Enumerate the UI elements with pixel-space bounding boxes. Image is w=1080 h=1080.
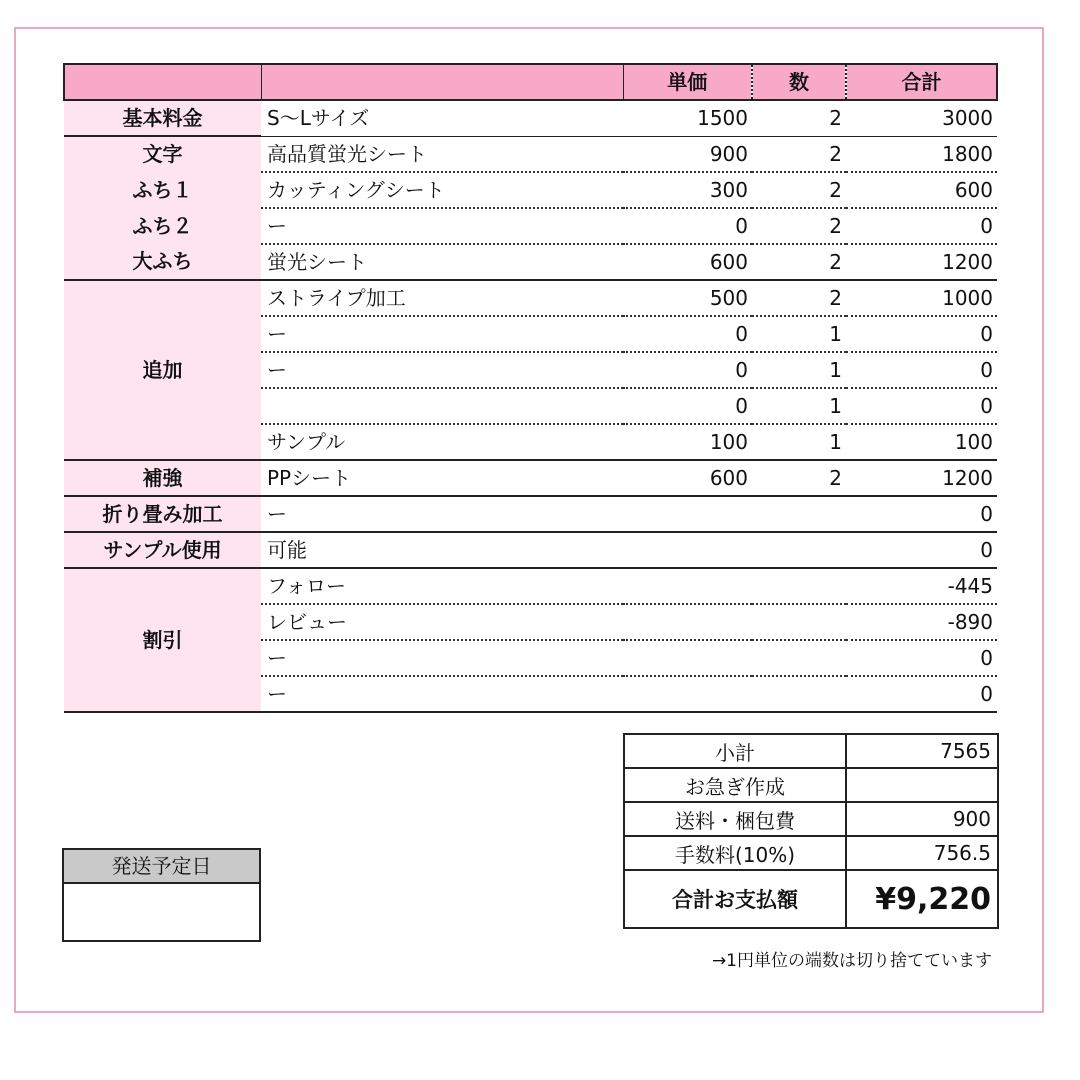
header-category-cell (64, 64, 261, 100)
unit-price: 1500 (623, 100, 752, 136)
item-name (261, 388, 623, 424)
line-total: 100 (846, 424, 997, 460)
subtotal-row (624, 734, 998, 768)
item-name: サンプル (261, 424, 623, 460)
unit-price: 0 (623, 352, 752, 388)
unit-price: 900 (623, 136, 752, 172)
item-name: ー (261, 208, 623, 244)
line-total: 1200 (846, 244, 997, 280)
item-name: レビュー (261, 604, 623, 640)
line-total: 0 (846, 676, 997, 712)
category-label: 割引 (64, 568, 261, 712)
category-label: 補強 (64, 460, 261, 496)
item-name: 可能 (261, 532, 623, 568)
line-total: -445 (846, 568, 997, 604)
ship-date-label: 発送予定日 (64, 850, 259, 884)
item-name: PPシート (261, 460, 623, 496)
category-label: ふち２ (64, 208, 261, 244)
quantity: 1 (752, 352, 846, 388)
table-row (64, 532, 997, 568)
rush-label: お急ぎ作成 (624, 768, 846, 802)
unit-price (623, 532, 752, 568)
header-unit-price: 単価 (623, 64, 752, 100)
line-total: 1000 (846, 280, 997, 316)
category-label: 文字 (64, 136, 261, 172)
header-item-cell (261, 64, 623, 100)
line-total: 600 (846, 172, 997, 208)
grand-total-value: ¥9,220 (846, 870, 998, 928)
line-total: 0 (846, 496, 997, 532)
quantity: 2 (752, 172, 846, 208)
header-quantity: 数 (752, 64, 846, 100)
rounding-note: →1円単位の端数は切り捨てています (711, 951, 992, 971)
fee-row (624, 836, 998, 870)
grand-total-row (624, 870, 998, 928)
item-name: 蛍光シート (261, 244, 623, 280)
quantity (752, 532, 846, 568)
quantity: 2 (752, 136, 846, 172)
table-row (64, 100, 997, 136)
shipping-label: 送料・梱包費 (624, 802, 846, 836)
line-total: 0 (846, 640, 997, 676)
unit-price: 600 (623, 460, 752, 496)
header-total: 合計 (846, 64, 997, 100)
line-total: -890 (846, 604, 997, 640)
quantity: 2 (752, 100, 846, 136)
line-total: 0 (846, 316, 997, 352)
shipping-value: 900 (846, 802, 998, 836)
line-total: 1200 (846, 460, 997, 496)
item-name: フォロー (261, 568, 623, 604)
category-label: ふち１ (64, 172, 261, 208)
item-name: 高品質蛍光シート (261, 136, 623, 172)
item-name: ー (261, 352, 623, 388)
ship-date-box (62, 848, 261, 942)
table-row (64, 280, 997, 316)
rush-row (624, 768, 998, 802)
quantity (752, 568, 846, 604)
unit-price: 0 (623, 316, 752, 352)
category-label: 折り畳み加工 (64, 496, 261, 532)
unit-price: 100 (623, 424, 752, 460)
category-label: 大ふち (64, 244, 261, 280)
line-total: 1800 (846, 136, 997, 172)
item-name: ー (261, 316, 623, 352)
table-row (64, 460, 997, 496)
summary-table (623, 733, 999, 929)
grand-total-label: 合計お支払額 (624, 870, 846, 928)
line-total: 0 (846, 208, 997, 244)
item-name: ー (261, 676, 623, 712)
quantity (752, 676, 846, 712)
ship-date-value (64, 884, 259, 940)
unit-price: 0 (623, 388, 752, 424)
line-total: 3000 (846, 100, 997, 136)
unit-price: 0 (623, 208, 752, 244)
fee-value: 756.5 (846, 836, 998, 870)
unit-price (623, 604, 752, 640)
item-name: ー (261, 496, 623, 532)
quantity: 2 (752, 244, 846, 280)
category-label: 基本料金 (64, 100, 261, 136)
unit-price: 500 (623, 280, 752, 316)
unit-price: 600 (623, 244, 752, 280)
table-row (64, 244, 997, 280)
table-row (64, 172, 997, 208)
subtotal-value: 7565 (846, 734, 998, 768)
rush-value (846, 768, 998, 802)
quantity (752, 496, 846, 532)
line-total: 0 (846, 352, 997, 388)
shipping-row (624, 802, 998, 836)
line-total: 0 (846, 532, 997, 568)
table-row (64, 136, 997, 172)
unit-price (623, 676, 752, 712)
table-row (64, 568, 997, 604)
unit-price (623, 496, 752, 532)
price-table (63, 63, 998, 713)
quantity: 1 (752, 316, 846, 352)
fee-label: 手数料(10%) (624, 836, 846, 870)
quantity (752, 640, 846, 676)
item-name: S〜Lサイズ (261, 100, 623, 136)
line-total: 0 (846, 388, 997, 424)
quantity: 1 (752, 424, 846, 460)
quantity: 2 (752, 460, 846, 496)
category-label: サンプル使用 (64, 532, 261, 568)
item-name: ストライプ加工 (261, 280, 623, 316)
quantity: 2 (752, 280, 846, 316)
unit-price: 300 (623, 172, 752, 208)
item-name: ー (261, 640, 623, 676)
unit-price (623, 640, 752, 676)
quantity: 2 (752, 208, 846, 244)
quantity: 1 (752, 388, 846, 424)
item-name: カッティングシート (261, 172, 623, 208)
subtotal-label: 小計 (624, 734, 846, 768)
quantity (752, 604, 846, 640)
table-row (64, 208, 997, 244)
unit-price (623, 568, 752, 604)
category-label: 追加 (64, 280, 261, 460)
table-row (64, 496, 997, 532)
header-row (64, 64, 997, 100)
